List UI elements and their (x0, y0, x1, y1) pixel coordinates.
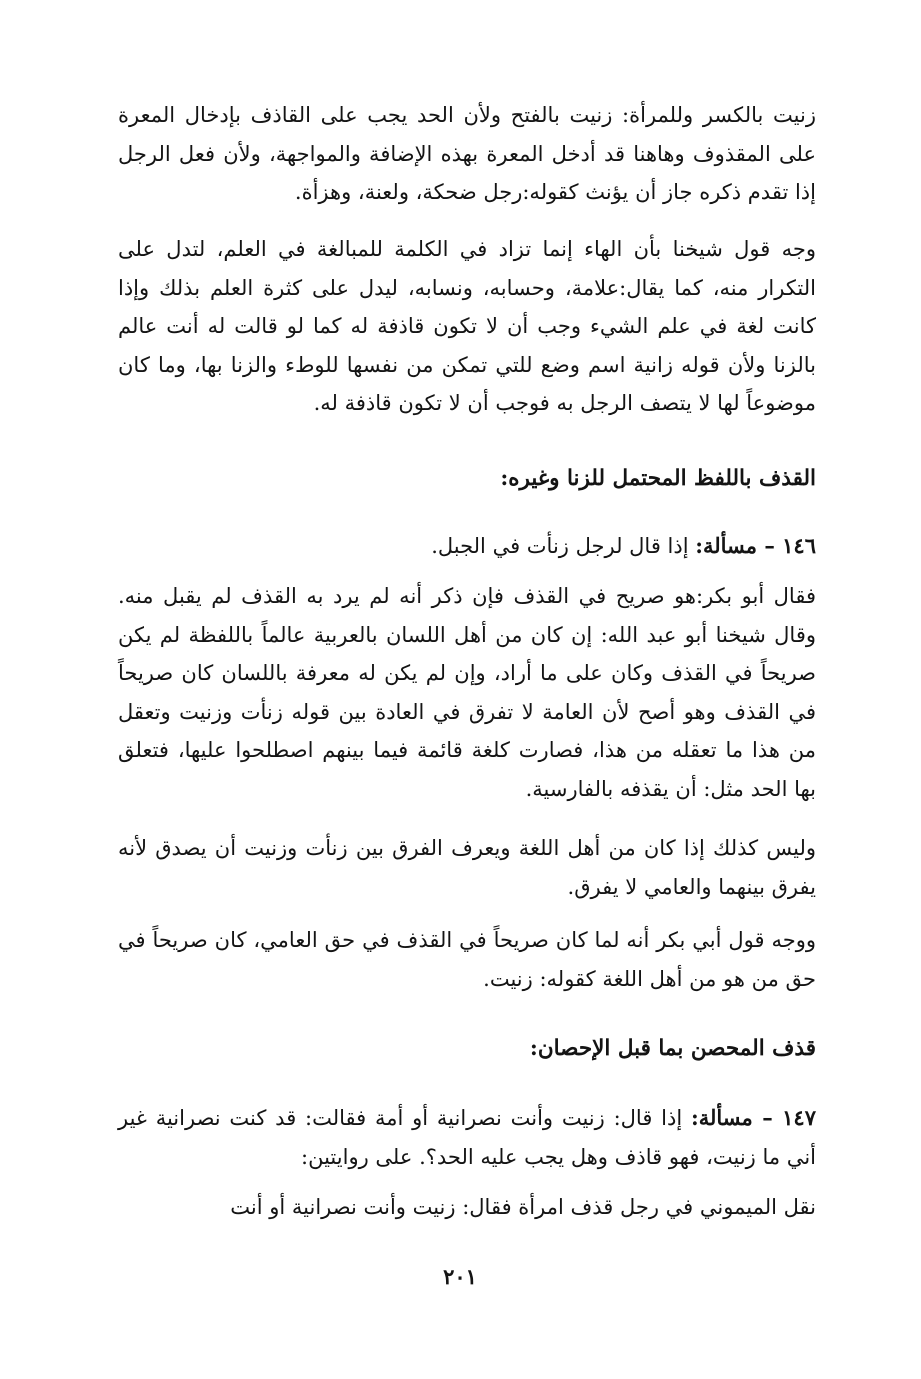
paragraph-5: وليس كذلك إذا كان من أهل اللغة ويعرف الفرق بين زنأت وزنيت أن يصدق لأنه يفرق بينهما والعامي لا يفرق. (118, 836, 816, 899)
issue-146-number: ١٤٦ – مسألة: (695, 533, 816, 558)
issue-146-text: إذا قال لرجل زنأت في الجبل. (431, 534, 696, 558)
section-heading-prior-status: قذف المحصن بما قبل الإحصان: (529, 1036, 816, 1061)
issue-147-number: ١٤٧ – مسألة: (690, 1105, 816, 1130)
issue-147-text: إذا قال: زنيت وأنت نصرانية أو أمة فقالت: قد كنت نصرانية غير أني ما زنيت، فهو قاذف وهل يجب عليه الحد؟. على روايتين: (118, 1106, 816, 1169)
paragraph-1: زنيت بالكسر وللمرأة: زنيت بالفتح ولأن الحد يجب على القاذف بإدخال المعرة على المقذوف وهاهنا قد أدخل المعرة بهذه الإضافة والمواجهة، ولأن فعل الرجل إذا تقدم ذكره جاز أن يؤنث كقوله:رجل ضحكة، ولعنة، وهزأة. (118, 103, 816, 204)
paragraph-2: وجه قول شيخنا بأن الهاء إنما تزاد في الكلمة للمبالغة في العلم، لتدل على التكرار منه، كما يقال:علامة، وحسابه، ونسابه، ليدل على كثرة العلم بذلك وإذا كانت لغة في علم الشيء وجب أن لا تكون قاذفة له كما لو قالت له أنت عالم بالزنا ولأن قوله زانية اسم وضع للتي تمكن من نفسها للوطء والزنا بها، وما كان موضوعاً لها لا يتصف الرجل به فوجب أن لا تكون قاذفة له. (118, 237, 816, 415)
paragraph-4: فقال أبو بكر:هو صريح في القذف فإن ذكر أنه لم يرد به القذف لم يقبل منه. وقال شيخنا أبو عبد الله: إن كان من أهل اللسان بالعربية عالماً باللفظة لم يكن صريحاً في القذف وكان على ما أراد، وإن لم يكن له معرفة باللسان كان صريحاً في القذف وهو أصح لأن العامة لا تفرق في العادة بين قوله زنأت وزنيت وتعقل من هذا ما تعقله من هذا، فصارت كلغة قائمة فيما بينهم اصطلحوا عليها، فتعلق بها الحد مثل: أن يقذفه بالفارسية. (118, 584, 816, 801)
issue-146 (118, 527, 816, 566)
section-heading-ambiguous-words: القذف باللفظ المحتمل للزنا وغيره: (500, 466, 816, 491)
paragraph-8: نقل الميموني في رجل قذف امرأة فقال: زنيت وأنت نصرانية أو أنت (230, 1195, 816, 1219)
issue-147 (118, 1099, 816, 1176)
paragraph-6: ووجه قول أبي بكر أنه لما كان صريحاً في القذف في حق العامي، كان صريحاً في حق من هو من أهل اللغة كقوله: زنيت. (118, 928, 816, 991)
page-number: ٢٠١ (443, 1264, 477, 1289)
